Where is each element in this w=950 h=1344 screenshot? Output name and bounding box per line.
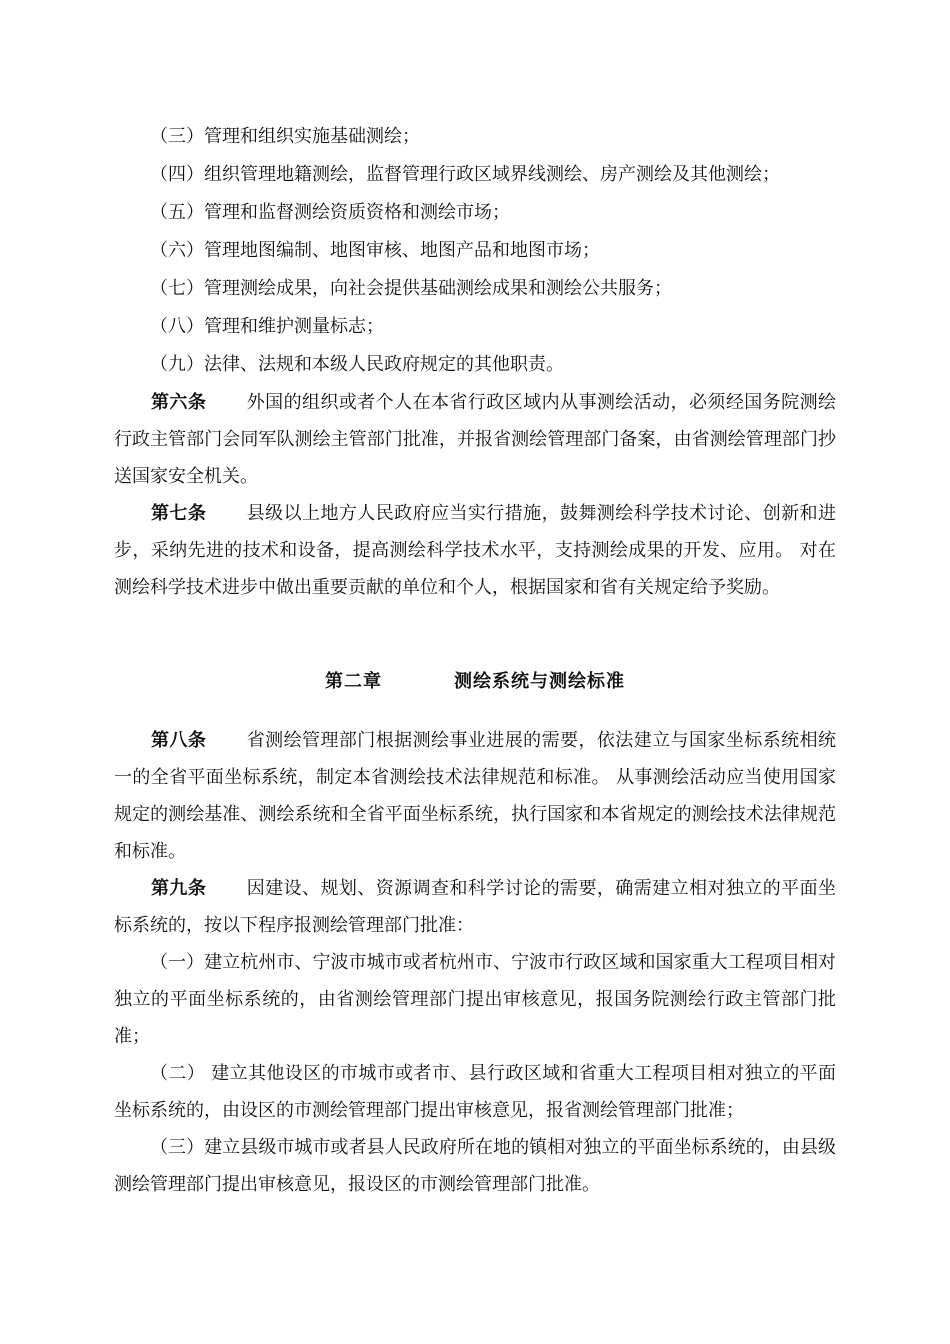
article-9-item: （三）建立县级市城市或者县人民政府所在地的镇相对独立的平面坐标系统的，由县级测绘管理部门提出审核意见，报设区的市测绘管理部门批准。 — [114, 1137, 836, 1195]
article-label: 第六条 — [151, 392, 207, 413]
article-9 — [114, 870, 836, 944]
article-9-item: （一）建立杭州市、宁波市城市或者杭州市、宁波市行政区域和国家重大工程项目相对独立的平面坐标系统的，由省测绘管理部门提出审核意见，报国务院测绘行政主管部门批准； — [114, 952, 836, 1047]
list-item: （八）管理和维护测量标志； — [150, 316, 384, 337]
article-8 — [114, 722, 836, 870]
article-label: 第七条 — [151, 503, 207, 524]
list-item: （九）法律、法规和本级人民政府规定的其他职责。 — [150, 354, 564, 375]
list-item: （六）管理地图编制、地图审核、地图产品和地图市场； — [150, 240, 600, 261]
list-item: （四）组织管理地籍测绘，监督管理行政区域界线测绘、房产测绘及其他测绘； — [150, 164, 780, 185]
article-text: 外国的组织或者个人在本省行政区域内从事测绘活动，必须经国务院测绘行政主管部门会同军队测绘主管部门批准，并报省测绘管理部门备案，由省测绘管理部门抄送国家安全机关。 — [114, 392, 837, 487]
article-label: 第九条 — [151, 878, 207, 899]
article-text: 省测绘管理部门根据测绘事业进展的需要，依法建立与国家坐标系统相统一的全省平面坐标系统，制定本省测绘技术法律规范和标准。 从事测绘活动应当使用国家规定的测绘基准、测绘系统和全省平面坐标系统，执行国家和本省规定的测绘技术法律规范和标准。 — [114, 730, 837, 862]
chapter-heading — [0, 664, 950, 700]
article-6 — [114, 384, 836, 495]
list-item: （五）管理和监督测绘资质资格和测绘市场； — [150, 202, 510, 223]
chapter-title: 测绘系统与测绘标准 — [454, 671, 625, 692]
list-item: （七）管理测绘成果，向社会提供基础测绘成果和测绘公共服务； — [150, 278, 672, 299]
article-7 — [114, 495, 836, 606]
chapter-number: 第二章 — [325, 671, 382, 692]
list-item: （三）管理和组织实施基础测绘； — [150, 126, 420, 147]
article-label: 第八条 — [151, 730, 207, 751]
article-9-item: （二） 建立其他设区的市城市或者市、县行政区域和省重大工程项目相对独立的平面坐标系统的，由设区的市测绘管理部门提出审核意见，报省测绘管理部门批准； — [114, 1063, 836, 1121]
article-text: 因建设、规划、资源调查和科学讨论的需要，确需建立相对独立的平面坐标系统的，按以下程序报测绘管理部门批准： — [114, 878, 837, 936]
article-text: 县级以上地方人民政府应当实行措施，鼓舞测绘科学技术讨论、创新和进步，采纳先进的技术和设备，提高测绘科学技术水平，支持测绘成果的开发、应用。 对在测绘科学技术进步中做出重要贡献的单位和个人，根据国家和省有关规定给予奖励。 — [114, 503, 837, 598]
